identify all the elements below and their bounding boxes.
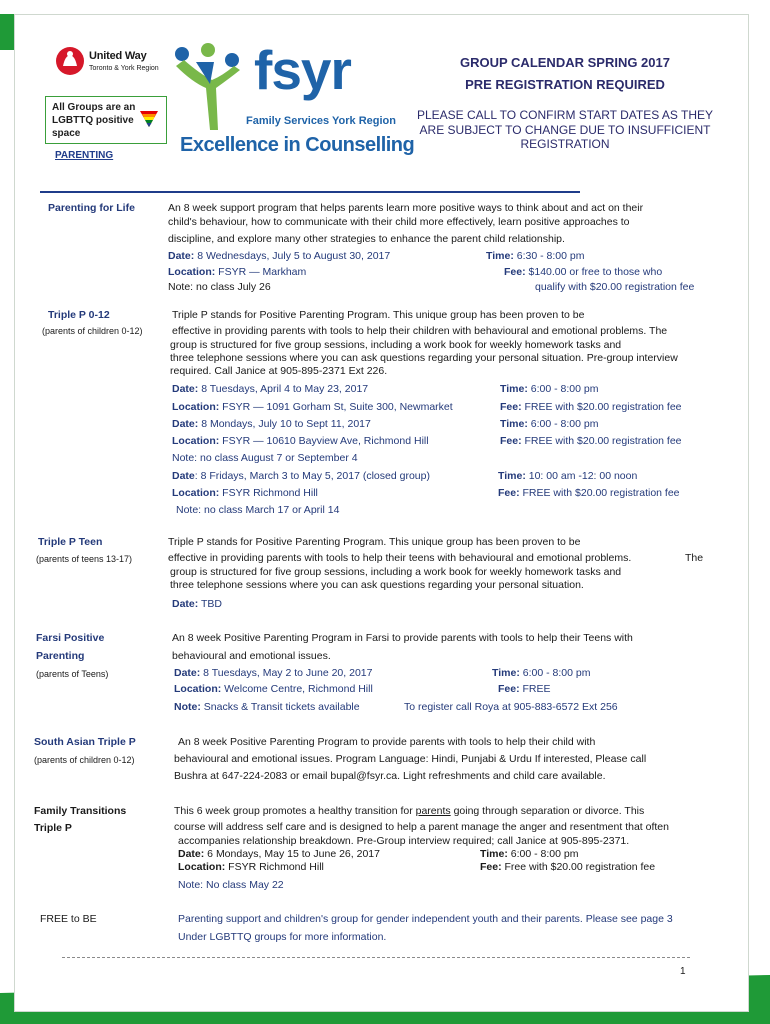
program-name-farsi-positive: Farsi Positive bbox=[36, 632, 105, 644]
teen-desc-line: Triple P stands for Positive Parenting Program. This unique group has been proven to be bbox=[168, 536, 581, 548]
parenting-tab[interactable]: PARENTING bbox=[55, 150, 114, 161]
triple-p-date-1: Date: 8 Tuesdays, April 4 to May 23, 2017 bbox=[172, 383, 369, 395]
transitions-fee: Fee: Free with $20.00 registration fee bbox=[480, 861, 656, 873]
transitions-time: Time: 6:00 - 8:00 pm bbox=[480, 848, 579, 860]
united-way-name: United Way bbox=[89, 50, 147, 62]
program-name-triple-p-teen: Triple P Teen bbox=[38, 536, 103, 548]
transitions-date: Date: 6 Mondays, May 15 to June 26, 2017 bbox=[178, 848, 380, 860]
farsi-note: Note: Snacks & Transit tickets available bbox=[174, 701, 360, 713]
calendar-header bbox=[415, 52, 715, 152]
confirm-notice: PLEASE CALL TO CONFIRM START DATES AS THEY ARE SUBJECT TO CHANGE DUE TO INSUFFICIENT REGISTRATION bbox=[416, 108, 714, 151]
page-number: 1 bbox=[680, 966, 686, 977]
program-name-family-transitions-triple-p: Triple P bbox=[34, 822, 72, 834]
pfl-date: Date: 8 Wednesdays, July 5 to August 30, 2017 bbox=[168, 250, 391, 262]
transitions-desc-line: course will address self care and is designed to help a parent manage the anger and resentment that often bbox=[174, 821, 669, 833]
triple-p-audience: (parents of children 0-12) bbox=[42, 326, 143, 336]
pfl-desc-line: discipline, and explore many other strategies to enhance the parent child relationship. bbox=[168, 233, 565, 245]
header-divider bbox=[40, 191, 580, 193]
triple-p-fee-2: Fee: FREE with $20.00 registration fee bbox=[500, 435, 682, 447]
triple-p-desc-line: effective in providing parents with tools to help their children with behavioural and emotional problems. The bbox=[172, 325, 668, 337]
lgbttq-text: All Groups are an LGBTTQ positive space bbox=[52, 102, 136, 139]
pfl-desc-line: An 8 week support program that helps parents learn more positive ways to think about and act on their bbox=[168, 202, 644, 214]
teen-audience: (parents of teens 13-17) bbox=[36, 554, 133, 564]
teen-desc-line: effective in providing parents with tools to help their teens with behavioural and emotional problems. bbox=[168, 552, 632, 564]
south-asian-desc-line: behavioural and emotional issues. Program Language: Hindi, Punjabi & Urdu If interested, Please call bbox=[174, 753, 647, 765]
united-way-region: Toronto & York Region bbox=[89, 65, 159, 72]
pfl-desc-line: child's behaviour, how to communicate with their child more effectively, learn positive approaches to bbox=[168, 216, 630, 228]
farsi-audience: (parents of Teens) bbox=[36, 669, 109, 679]
triple-p-desc-line: Triple P stands for Positive Parenting Program. This unique group has been proven to be bbox=[172, 309, 585, 321]
program-name-family-transitions: Family Transitions bbox=[34, 805, 127, 817]
triple-p-location-2: Location: FSYR — 10610 Bayview Ave, Richmond Hill bbox=[172, 435, 429, 447]
transitions-location: Location: FSYR Richmond Hill bbox=[178, 861, 324, 873]
program-name-farsi-parenting: Parenting bbox=[36, 650, 85, 662]
fsyr-wordmark: fsyr bbox=[254, 39, 351, 101]
fsyr-logo bbox=[170, 38, 415, 163]
triple-p-date-3: Date: 8 Fridays, March 3 to May 5, 2017 (closed group) bbox=[172, 470, 430, 482]
program-name-free-to-be: FREE to BE bbox=[40, 913, 97, 925]
pfl-note: Note: no class July 26 bbox=[168, 281, 271, 293]
triple-p-note-3: Note: no class March 17 or April 14 bbox=[176, 504, 340, 516]
farsi-fee: Fee: FREE bbox=[498, 683, 551, 695]
triple-p-desc-line: required. Call Janice at 905-895-2371 Ext 226. bbox=[170, 365, 388, 377]
farsi-register: To register call Roya at 905-883-6572 Ext 256 bbox=[404, 701, 618, 713]
united-way-hand-icon bbox=[55, 46, 85, 76]
farsi-time: Time: 6:00 - 8:00 pm bbox=[492, 667, 591, 679]
transitions-desc-line: This 6 week group promotes a healthy transition for parents going through separation or divorce. This bbox=[174, 805, 645, 817]
triple-p-time-3: Time: 10: 00 am -12: 00 noon bbox=[498, 470, 638, 482]
free-to-be-desc-line: Under LGBTTQ groups for more information. bbox=[178, 931, 387, 943]
teen-desc-line: three telephone sessions where you can ask questions regarding your personal situation. bbox=[170, 579, 584, 591]
triple-p-desc-line: three telephone sessions where you can ask questions regarding your personal situation. Pre-group interview bbox=[170, 352, 678, 364]
triple-p-time-2: Time: 6:00 - 8:00 pm bbox=[500, 418, 599, 430]
triple-p-time-1: Time: 6:00 - 8:00 pm bbox=[500, 383, 599, 395]
calendar-title: GROUP CALENDAR SPRING 2017 bbox=[460, 55, 670, 70]
program-name-parenting-for-life: Parenting for Life bbox=[48, 202, 135, 214]
triple-p-location-3: Location: FSYR Richmond Hill bbox=[172, 487, 318, 499]
south-asian-desc-line: Bushra at 647-224-2083 or email bupal@fsyr.ca. Light refreshments and child care available. bbox=[174, 770, 606, 782]
triple-p-fee-1: Fee: FREE with $20.00 registration fee bbox=[500, 401, 682, 413]
fsyr-subtitle: Family Services York Region bbox=[246, 115, 396, 127]
footer-divider bbox=[62, 957, 690, 958]
free-to-be-desc-line: Parenting support and children's group for gender independent youth and their parents. Please see page 3 bbox=[178, 913, 673, 925]
teen-desc-line: The bbox=[685, 552, 704, 564]
triple-p-note-2: Note: no class August 7 or September 4 bbox=[172, 452, 358, 464]
pfl-fee: Fee: $140.00 or free to those who bbox=[504, 266, 663, 278]
rainbow-flag-icon bbox=[140, 111, 158, 127]
pfl-fee-line2: qualify with $20.00 registration fee bbox=[535, 281, 695, 293]
triple-p-location-1: Location: FSYR — 1091 Gorham St, Suite 300, Newmarket bbox=[172, 401, 453, 413]
teen-desc-line: group is structured for five group sessions, including a work book for weekly homework tasks and bbox=[170, 566, 622, 578]
triple-p-date-2: Date: 8 Mondays, July 10 to Sept 11, 2017 bbox=[172, 418, 371, 430]
triple-p-desc-line: group is structured for five group sessions, including a work book for weekly homework tasks and bbox=[170, 339, 622, 351]
lgbttq-positive-box bbox=[45, 96, 167, 144]
teen-date: Date: TBD bbox=[172, 598, 222, 610]
south-asian-desc-line: An 8 week Positive Parenting Program to provide parents with tools to help their child with bbox=[178, 736, 596, 748]
transitions-note: Note: No class May 22 bbox=[178, 879, 284, 891]
farsi-desc-line: behavioural and emotional issues. bbox=[172, 650, 331, 662]
pfl-time: Time: 6:30 - 8:00 pm bbox=[486, 250, 585, 262]
triple-p-fee-3: Fee: FREE with $20.00 registration fee bbox=[498, 487, 680, 499]
south-asian-audience: (parents of children 0-12) bbox=[34, 755, 135, 765]
fsyr-figures-icon bbox=[170, 42, 250, 132]
farsi-date: Date: 8 Tuesdays, May 2 to June 20, 2017 bbox=[174, 667, 373, 679]
farsi-desc-line: An 8 week Positive Parenting Program in Farsi to provide parents with tools to help their Teens with bbox=[172, 632, 633, 644]
pfl-location: Location: FSYR — Markham bbox=[168, 266, 307, 278]
program-name-south-asian-triple-p: South Asian Triple P bbox=[34, 736, 136, 748]
transitions-desc-line: accompanies relationship breakdown. Pre-Group interview required; call Janice at 905-895-2371. bbox=[178, 835, 630, 847]
fsyr-tagline: Excellence in Counselling bbox=[180, 134, 415, 156]
farsi-location: Location: Welcome Centre, Richmond Hill bbox=[174, 683, 373, 695]
program-name-triple-p-0-12: Triple P 0-12 bbox=[48, 309, 110, 321]
registration-title: PRE REGISTRATION REQUIRED bbox=[465, 77, 665, 92]
